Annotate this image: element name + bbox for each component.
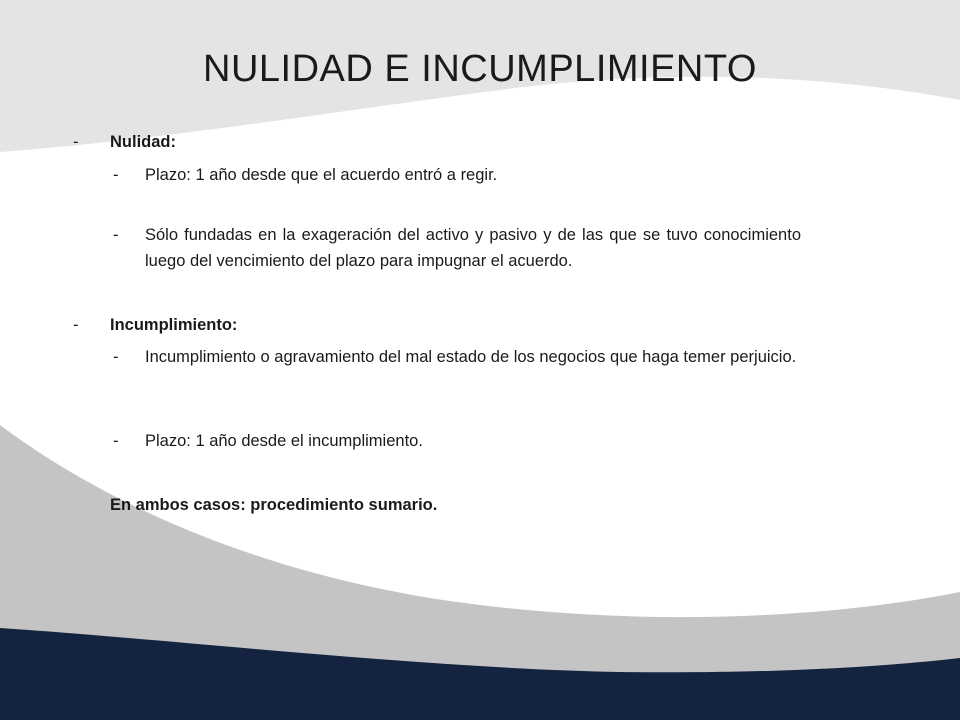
list-item: Incumplimiento o agravamiento del mal estado de los negocios que haga temer perjuicio. xyxy=(145,348,797,366)
bullet-dash: - xyxy=(73,133,79,151)
sub-bullet-dash: - xyxy=(113,432,119,450)
list-item: Plazo: 1 año desde que el acuerdo entró a regir. xyxy=(145,166,498,184)
sub-bullet-dash: - xyxy=(113,166,119,184)
sub-bullet-dash: - xyxy=(113,226,119,244)
bullet-dash: - xyxy=(73,316,79,334)
slide-title: NULIDAD E INCUMPLIMIENTO xyxy=(203,48,757,90)
section-heading-nulidad: Nulidad: xyxy=(110,133,176,151)
list-item: Sólo fundadas en la exageración del activo y pasivo y de las que se tuvo conocimiento luego del vencimiento del plazo para impugnar el acuerdo. xyxy=(145,226,801,270)
list-item: Plazo: 1 año desde el incumplimiento. xyxy=(145,432,423,450)
sub-bullet-dash: - xyxy=(113,348,119,366)
conclusion-text: En ambos casos: procedimiento sumario. xyxy=(110,496,438,514)
section-heading-incumplimiento: Incumplimiento: xyxy=(110,316,238,334)
